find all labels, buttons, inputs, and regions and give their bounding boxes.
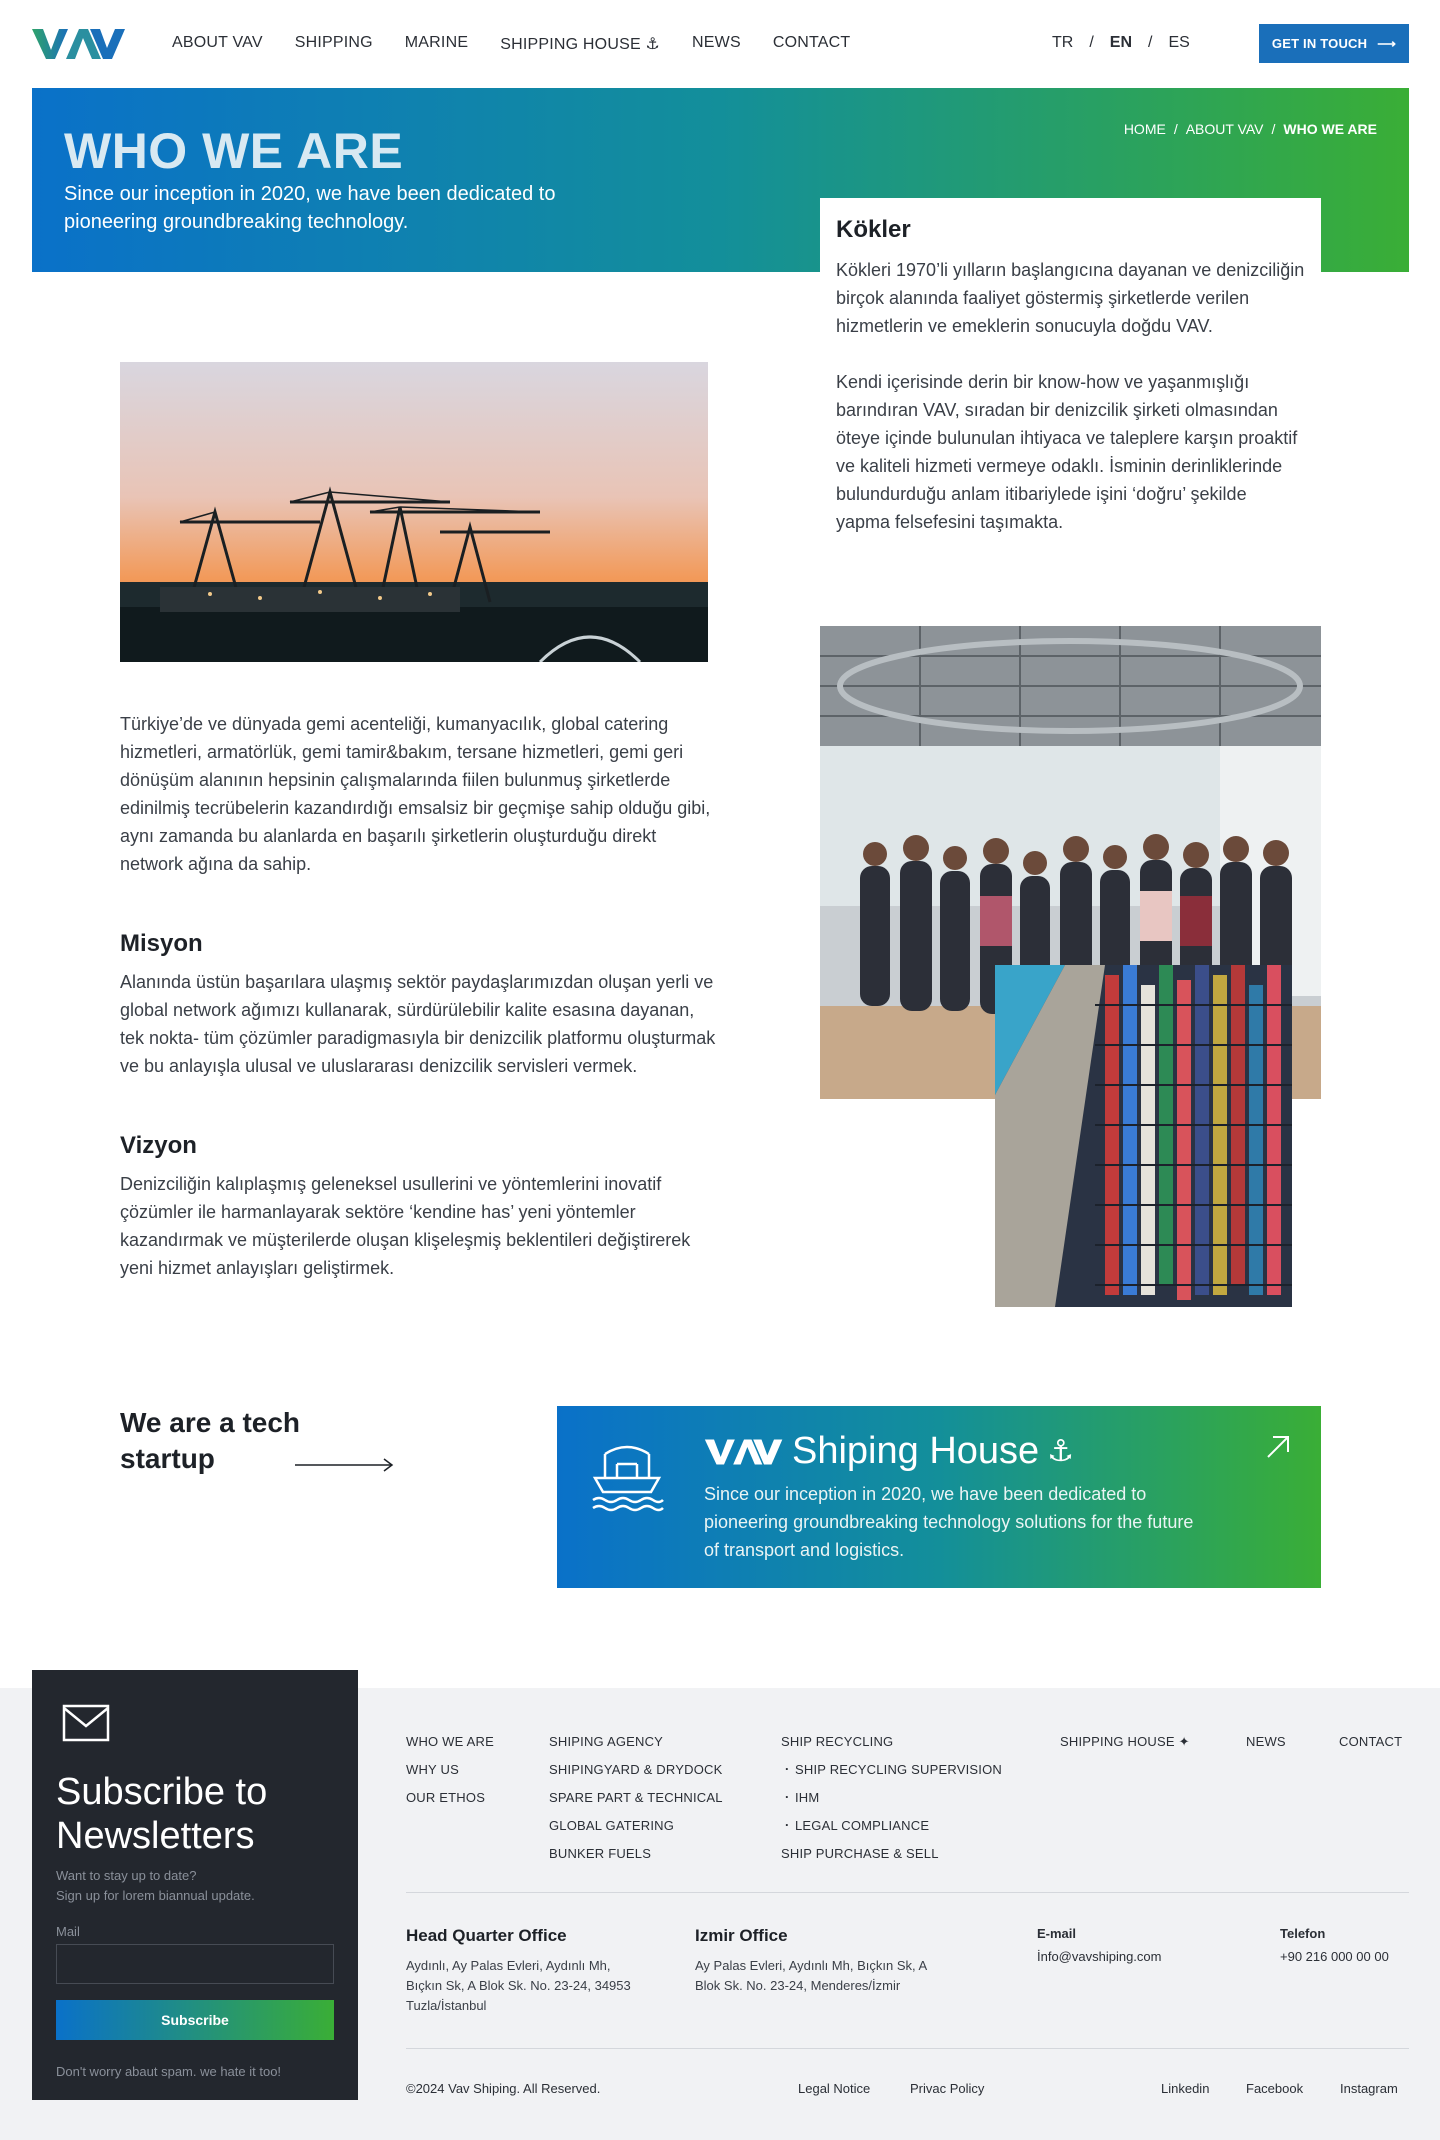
main-nav [172, 34, 850, 54]
hq-office-address: Aydınlı, Ay Palas Evleri, Aydınlı Mh, Bıçkın Sk, A Blok Sk. No. 23-24, 34953 Tuzla/İstanbul [406, 1958, 631, 2013]
vav-logo[interactable] [32, 26, 126, 62]
nav-about[interactable]: ABOUT VAV [172, 34, 263, 51]
footer-col-shipping [549, 1728, 723, 1868]
subscribe-button[interactable]: Subscribe [56, 2000, 334, 2040]
roots-paragraph-2: Kendi içerisinde derin bir know-how ve yaşanmışlığı barındıran VAV, sıradan bir denizcilik şirketi olmasından öteye içinde bulunulan ihtiyaca ve taleplere karşın proaktif ve kaliteli hizmeti vermeye odaklı. İsminin derinliklerinde bulundurduğu anlam itibariylede işini ‘doğru’ şekilde yapma felsefesini taşımakta. [836, 372, 1298, 532]
breadcrumb [1124, 121, 1377, 137]
get-in-touch-label: GET IN TOUCH [1271, 36, 1368, 51]
nav-shipping-house[interactable]: SHIPPING HOUSE ⚓ [500, 36, 661, 53]
footer-divider [406, 2048, 1409, 2049]
footer-link-global-gatering[interactable]: GLOBAL GATERING [549, 1818, 675, 1833]
mission-title: Misyon [120, 930, 203, 957]
arrow-right-icon: ⟶ [1377, 35, 1397, 51]
long-arrow-right-icon[interactable] [295, 1458, 395, 1472]
footer-link-shiping-agency[interactable]: SHIPING AGENCY [549, 1734, 664, 1749]
hq-office-title: Head Quarter Office [406, 1926, 567, 1945]
language-switcher [1052, 34, 1190, 52]
shipping-house-description: Since our inception in 2020, we have been dedicated to pioneering groundbreaking technology solutions for the future of transport and logistics. [704, 1484, 1194, 1560]
footer-link-legal-compliance[interactable]: . LEGAL COMPLIANCE [781, 1812, 1002, 1840]
spam-note: Don't worry abaut spam. we hate it too! [56, 2064, 282, 2079]
newsletter-note-line-2: Sign up for lorem biannual update. [56, 1888, 255, 1903]
footer-col-recycling [781, 1728, 1002, 1868]
ship-house-icon [587, 1436, 667, 1516]
phone-block [1280, 1926, 1389, 1964]
shipping-house-title [704, 1430, 1074, 1473]
breadcrumb-separator: / [1271, 121, 1276, 137]
newsletter-note [56, 1866, 346, 1906]
roots-paragraph-1: Kökleri 1970’li yılların başlangıcına dayanan ve denizciliğin birçok alanında faaliyet göstermiş şirketlerde verilen hizmetlerin ve emeklerin sonucuyla doğdu VAV. [836, 260, 1305, 336]
phone-link[interactable]: +90 216 000 00 00 [1280, 1949, 1389, 1964]
izmir-office-title: Izmir Office [695, 1926, 788, 1945]
footer-col-shipping-house [1060, 1728, 1190, 1756]
footer-link-why-us[interactable]: WHY US [406, 1762, 459, 1777]
nav-shipping[interactable]: SHIPPING [294, 34, 373, 51]
newsletter-panel [32, 1670, 358, 2100]
email-block [1037, 1926, 1161, 1964]
mail-input[interactable] [56, 1944, 334, 1984]
newsletter-title: Subscribe to Newsletters [56, 1771, 268, 1857]
izmir-office-address: Ay Palas Evleri, Aydınlı Mh, Bıçkın Sk, A Blok Sk. No. 23-24, Menderes/İzmir [695, 1958, 927, 1993]
nav-news[interactable]: NEWS [692, 34, 741, 51]
breadcrumb-separator: / [1173, 121, 1178, 137]
hq-office [406, 1926, 646, 2016]
privacy-policy-link[interactable]: Privac Policy [910, 2081, 985, 2096]
lang-tr[interactable]: TR [1052, 34, 1074, 51]
container-yard-image [995, 965, 1292, 1307]
email-link[interactable]: İnfo@vavshiping.com [1037, 1949, 1162, 1964]
site-header [0, 0, 1440, 88]
anchor-icon: ⚓ [1047, 1435, 1075, 1468]
roots-card [820, 198, 1321, 564]
facebook-link[interactable]: Facebook [1246, 2081, 1304, 2096]
mail-field-label: Mail [56, 1924, 80, 1939]
lang-es[interactable]: ES [1168, 34, 1190, 51]
footer-col-news [1246, 1728, 1286, 1756]
footer-link-shipyard[interactable]: SHIPINGYARD & DRYDOCK [549, 1762, 723, 1777]
footer-link-our-ethos[interactable]: OUR ETHOS [406, 1790, 486, 1805]
mail-icon [62, 1704, 110, 1742]
footer-col-contact [1339, 1728, 1402, 1756]
linkedin-link[interactable]: Linkedin [1161, 2081, 1210, 2096]
legal-notice-link[interactable]: Legal Notice [798, 2081, 871, 2096]
footer-link-bunker-fuels[interactable]: BUNKER FUELS [549, 1846, 652, 1861]
footer-link-ship-recycling[interactable]: SHIP RECYCLING [781, 1734, 894, 1749]
footer-divider [406, 1892, 1409, 1893]
about-text-column [120, 710, 720, 1282]
hero-subtitle: Since our inception in 2020, we have been dedicated to pioneering groundbreaking technology. [64, 183, 556, 233]
footer-col-about [406, 1728, 494, 1812]
breadcrumb-current: WHO WE ARE [1283, 121, 1377, 137]
shipping-house-title-text: Shiping House [792, 1430, 1040, 1472]
vision-paragraph: Denizciliğin kalıplaşmış geleneksel usullerini ve yöntemlerini inovatif çözümler ile harmanlayarak sektöre ‘kendine has’ yeni yöntemler kazandırmak ve müşterilerde oluşan klişeleşmiş beklentileri değiştirerek yeni hizmet anlayışları geliştirmek. [120, 1174, 691, 1278]
copyright: ©2024 Vav Shiping. All Reserved. [406, 2081, 601, 2096]
nav-marine[interactable]: MARINE [404, 34, 469, 51]
get-in-touch-button[interactable] [1259, 24, 1409, 63]
footer-link-ihm[interactable]: . IHM [781, 1784, 1002, 1812]
vision-title: Vizyon [120, 1132, 197, 1159]
intro-paragraph: Türkiye’de ve dünyada gemi acenteliği, kumanyacılık, global catering hizmetleri, armatörlük, gemi tamir&bakım, tersane hizmetleri, gemi geri dönüşüm alanının hepsinin çalışmalarında fiilen bulunmuş şirketlerde edinilmiş tecrübelerin kazandırdığı emsalsiz bir geçmişe sahip olduğu gibi, aynı zamanda bu alanlarda en başarılı şirketlerin oluşturduğu direkt network ağına da sahip. [120, 714, 711, 874]
footer-link-who-we-are[interactable]: WHO WE ARE [406, 1734, 494, 1749]
lang-en[interactable]: EN [1109, 34, 1133, 51]
instagram-link[interactable]: Instagram [1340, 2081, 1398, 2096]
footer-link-shipping-house[interactable]: SHIPPING HOUSE ✦ [1060, 1734, 1190, 1749]
email-label: E-mail [1037, 1926, 1077, 1941]
footer-link-news[interactable]: NEWS [1246, 1734, 1286, 1749]
lang-separator: / [1089, 34, 1094, 51]
breadcrumb-about[interactable]: ABOUT VAV [1185, 121, 1264, 137]
footer-link-spare-part[interactable]: SPARE PART & TECHNICAL [549, 1790, 723, 1805]
tech-startup-text: We are a tech startup [120, 1407, 301, 1474]
nav-contact[interactable]: CONTACT [772, 34, 851, 51]
footer-link-contact[interactable]: CONTACT [1339, 1734, 1403, 1749]
arrow-up-right-icon[interactable] [1265, 1434, 1291, 1460]
newsletter-note-line-1: Want to stay up to date? [56, 1868, 197, 1883]
izmir-office [695, 1926, 935, 1996]
footer-link-ship-purchase[interactable]: SHIP PURCHASE & SELL [781, 1846, 939, 1861]
mission-paragraph: Alanında üstün başarılara ulaşmış sektör paydaşlarımızdan oluşan yerli ve global network ağımızı kullanarak, sürdürülebilir kalite esasına dayanan, tek nokta- tüm çözümler paradigmasıyla bir denizcilik platformu oluşturmak ve bu anlayışla ulusal ve uluslararası denizcilik servisleri vermek. [120, 972, 716, 1076]
shipping-house-card[interactable] [557, 1406, 1321, 1588]
breadcrumb-home[interactable]: HOME [1123, 121, 1166, 137]
lang-separator: / [1148, 34, 1153, 51]
page-title: WHO WE ARE [64, 123, 404, 179]
phone-label: Telefon [1280, 1926, 1326, 1941]
footer-link-recycling-supervision[interactable]: . SHIP RECYCLING SUPERVISION [781, 1756, 1002, 1784]
tech-startup-heading [120, 1405, 320, 1477]
roots-title: Kökler [836, 216, 911, 243]
vav-logo-white [704, 1437, 784, 1467]
port-sunset-image [120, 362, 708, 662]
